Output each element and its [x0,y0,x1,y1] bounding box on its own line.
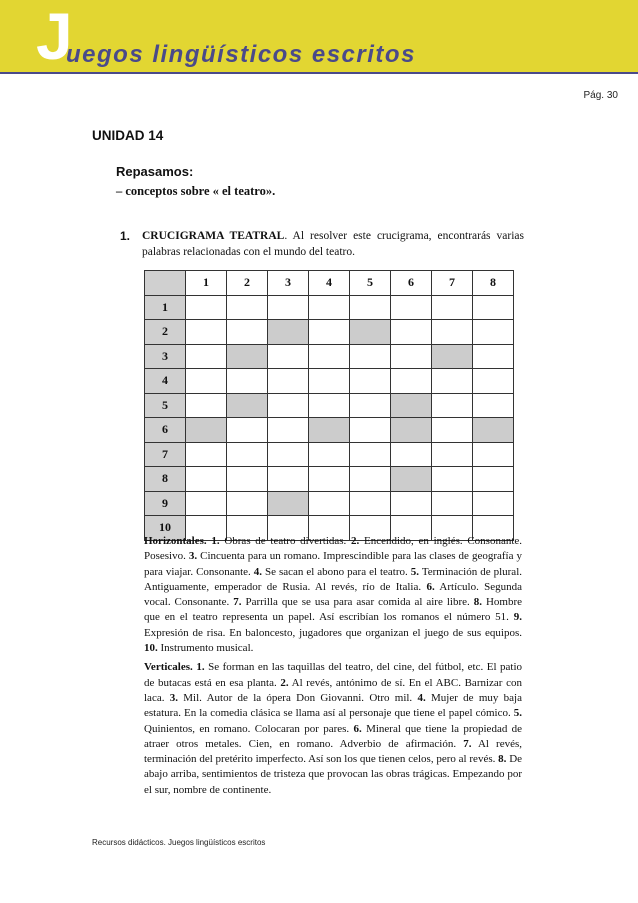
clue-text: Expresión de risa. En baloncesto, jugadores que organizan el juego de sus equipos. [144,626,522,639]
row-label: 8 [145,467,186,492]
clue-text: Al revés, antónimo de sí. En el ABC. Barnizar con laca. [144,676,522,704]
blocked-cell [432,344,473,369]
clue-number: 2. [280,676,289,689]
letter-cell[interactable] [309,344,350,369]
clue-text: Mujer de muy baja estatura. En la comedia clásica se llama así al personaje que tiene el papel cómico. [144,691,522,720]
blocked-cell [227,393,268,418]
letter-cell[interactable] [432,442,473,467]
blocked-cell [391,467,432,492]
unit-heading: UNIDAD 14 [92,128,164,143]
row-label: 4 [145,369,186,394]
clue-number: 10. [144,642,158,655]
clue-text: Se forman en las taquillas del teatro, del cine, del fútbol, etc. El patio de butacas está en esa planta. [144,661,523,689]
clue-number: 4. [417,691,426,704]
row-label: 9 [145,491,186,516]
blocked-cell [186,418,227,443]
letter-cell[interactable] [227,320,268,345]
book-title: uegos lingüísticos escritos [66,41,416,68]
clue-number: 7. [463,737,472,750]
review-topic: – conceptos sobre « el teatro». [116,184,276,198]
column-label: 2 [227,271,268,296]
letter-cell[interactable] [473,442,514,467]
review-heading: Repasamos: [116,164,194,179]
letter-cell[interactable] [186,467,227,492]
clue-text: Artículo. Segunda vocal. Consonante. [144,580,523,609]
exercise-title: CRUCIGRAMA TEATRAL [142,230,285,242]
clue-number: 8. [498,753,507,766]
letter-cell[interactable] [227,467,268,492]
clue-number: 3. [169,691,178,704]
letter-cell[interactable] [268,369,309,394]
letter-cell[interactable] [473,369,514,394]
row-label: 2 [145,320,186,345]
clue-text: Al revés, terminación del pretérito imperfecto. Así son los que tienen celos, pero al revés. [144,737,522,766]
exercise-text: . Al resolver este crucigrama, encontrarás varias palabras relacionadas con el mundo del teatro. [142,230,524,258]
letter-cell[interactable] [186,442,227,467]
column-label: 3 [268,271,309,296]
clue-text: Mineral que tiene la propiedad de atraer otros metales. Cien, en romano. Adverbio de afirmación. [144,722,523,750]
letter-cell[interactable] [432,320,473,345]
letter-cell[interactable] [309,295,350,320]
clue-number: 1. [196,661,205,674]
letter-cell[interactable] [227,491,268,516]
letter-cell[interactable] [350,467,391,492]
letter-cell[interactable] [186,295,227,320]
letter-cell[interactable] [432,369,473,394]
grid-row [145,344,514,369]
letter-cell[interactable] [473,393,514,418]
letter-cell[interactable] [350,344,391,369]
letter-cell[interactable] [186,344,227,369]
grid-row [145,295,514,320]
letter-cell[interactable] [391,491,432,516]
footer-text: Recursos didácticos. Juegos lingüísticos escritos [92,838,266,847]
grid-row [145,467,514,492]
letter-cell[interactable] [268,467,309,492]
horizontal-clues [144,534,522,656]
letter-cell[interactable] [186,393,227,418]
letter-cell[interactable] [473,320,514,345]
row-label: 10 [145,516,186,541]
letter-cell[interactable] [473,467,514,492]
letter-cell[interactable] [391,320,432,345]
clue-number: 5. [410,565,420,578]
clue-number: 1. [211,535,220,547]
grid-row [145,393,514,418]
grid-header-row [145,271,514,296]
clue-number: 7. [233,596,242,609]
crossword-grid [144,270,514,541]
grid-row [145,491,514,516]
letter-cell[interactable] [309,442,350,467]
letter-cell[interactable] [350,491,391,516]
clue-text: Terminación de plural. Antiguamente, emperador de Rusia. Al revés, río de Italia. [144,565,522,593]
letter-cell[interactable] [309,393,350,418]
grid-corner [145,271,186,296]
blocked-cell [227,344,268,369]
letter-cell[interactable] [473,491,514,516]
clue-text: Cincuenta para un romano. Imprescindible para las clases de geografía y para viajar. Consonante. [144,550,522,578]
letter-cell[interactable] [391,295,432,320]
column-label: 8 [473,271,514,296]
letter-cell[interactable] [432,418,473,443]
letter-cell[interactable] [350,295,391,320]
grid-row [145,442,514,467]
grid-row [145,369,514,394]
exercise-number: 1. [120,229,131,243]
clue-number: 4. [253,565,262,578]
grid-row [145,418,514,443]
letter-cell[interactable] [391,344,432,369]
blocked-cell [391,418,432,443]
letter-cell[interactable] [432,295,473,320]
blocked-cell [391,393,432,418]
clue-number: 2. [351,535,360,547]
letter-cell[interactable] [432,393,473,418]
row-label: 6 [145,418,186,443]
clue-text: Obras de teatro divertidas. [224,535,347,547]
letter-cell[interactable] [432,467,473,492]
letter-cell[interactable] [268,393,309,418]
clue-number: 9. [513,611,522,624]
page-number: Pág. 30 [583,90,618,101]
clue-text: Hombre que en el teatro representa un papel. Así escribían los romanos el número 51. [144,596,523,624]
letter-cell[interactable] [309,467,350,492]
column-label: 6 [391,271,432,296]
header-rule [0,72,638,74]
letter-cell[interactable] [186,320,227,345]
letter-cell[interactable] [227,442,268,467]
letter-cell[interactable] [227,418,268,443]
blocked-cell [268,320,309,345]
clue-text: Se sacan el abono para el teatro. [264,565,408,578]
clue-text: Parrilla que se usa para asar comida al aire libre. [245,596,470,609]
row-label: 1 [145,295,186,320]
clue-number: 3. [188,550,198,563]
letter-cell[interactable] [309,369,350,394]
letter-cell[interactable] [268,344,309,369]
letter-cell[interactable] [268,295,309,320]
letter-cell[interactable] [268,442,309,467]
letter-cell[interactable] [350,418,391,443]
clue-text: Quinientos, en romano. Colocaran por pares. [144,722,350,735]
letter-cell[interactable] [268,418,309,443]
letter-cell[interactable] [186,491,227,516]
letter-cell[interactable] [473,295,514,320]
column-label: 7 [432,271,473,296]
clue-text: De abajo arriba, sentimientos de tristeza que provocan las obras trágicas. Empezando por el sur, nombre de continente. [144,753,523,796]
letter-cell[interactable] [391,369,432,394]
letter-cell[interactable] [309,491,350,516]
blocked-cell [309,418,350,443]
clue-section-label: Verticales. [144,661,193,674]
exercise-instructions [120,228,524,260]
blocked-cell [473,418,514,443]
letter-cell[interactable] [186,369,227,394]
title-initial: J [36,0,73,73]
blocked-cell [268,491,309,516]
clue-number: 8. [473,596,482,609]
clues-block [144,534,522,802]
clue-number: 6. [353,722,362,735]
letter-cell[interactable] [350,442,391,467]
column-label: 4 [309,271,350,296]
row-label: 7 [145,442,186,467]
letter-cell[interactable] [309,320,350,345]
vertical-clues [144,660,522,798]
column-label: 1 [186,271,227,296]
clue-text: Encendido, en inglés. Consonante. Posesivo. [144,535,523,563]
clue-text: Instrumento musical. [160,642,254,655]
row-label: 3 [145,344,186,369]
clue-section-label: Horizontales. [144,535,207,547]
column-label: 5 [350,271,391,296]
clue-text: Mil. Autor de la ópera Don Giovanni. Otro mil. [183,691,413,704]
grid-row [145,320,514,345]
letter-cell[interactable] [350,393,391,418]
letter-cell[interactable] [391,442,432,467]
row-label: 5 [145,393,186,418]
letter-cell[interactable] [227,369,268,394]
letter-cell[interactable] [350,369,391,394]
letter-cell[interactable] [227,295,268,320]
clue-number: 6. [426,580,435,593]
letter-cell[interactable] [473,344,514,369]
clue-number: 5. [513,707,522,720]
letter-cell[interactable] [432,491,473,516]
blocked-cell [350,320,391,345]
